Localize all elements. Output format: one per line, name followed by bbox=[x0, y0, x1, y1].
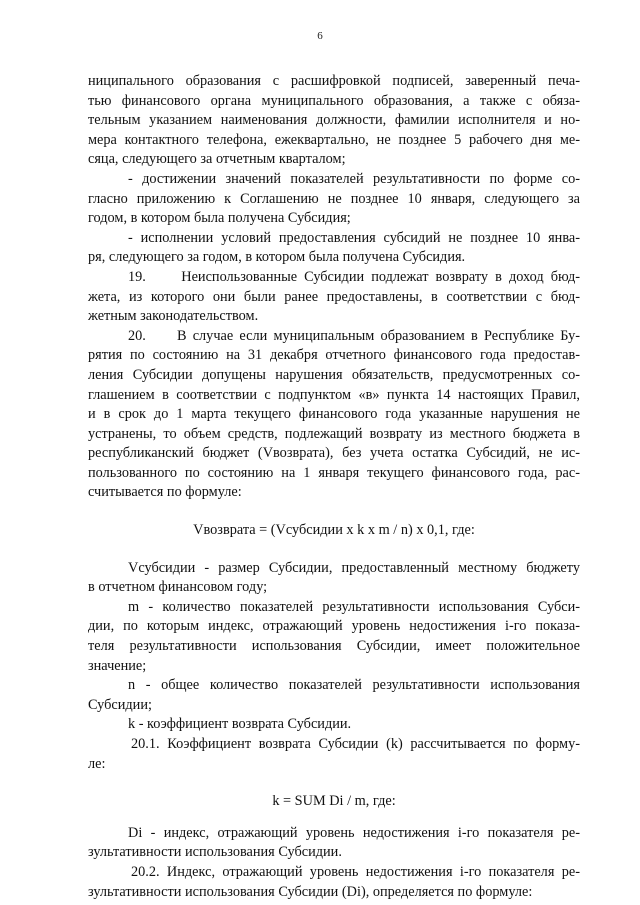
text-line: теля результативности использования Субсидии, имеет положительное bbox=[88, 638, 580, 655]
text-line: глашением в соответствии с подпунктом «в» пункта 14 настоящих Правил, bbox=[88, 386, 580, 403]
text-line: ря, следующего за годом, в котором была получена Субсидия. bbox=[88, 249, 466, 266]
text-line: зультативности использования Субсидии (Di), определяется по формуле: bbox=[88, 883, 533, 900]
text-line: - достижении значений показателей результативности по форме со- bbox=[128, 170, 580, 187]
page-number: 6 bbox=[317, 30, 323, 42]
text-line: жетным законодательством. bbox=[88, 308, 259, 325]
text-line: ниципального образования с расшифровкой подписей, заверенный печа- bbox=[88, 73, 580, 89]
text-line: 20.2. Индекс, отражающий уровень недостижения i-го показателя ре- bbox=[131, 863, 580, 880]
text-line: Vсубсидии - размер Субсидии, предоставленный местному бюджету bbox=[128, 559, 580, 576]
text-line: n - общее количество показателей результативности использования bbox=[128, 677, 580, 694]
text-line: жета, из которого они были ранее предоставлены, в соответствии с бюд- bbox=[88, 288, 580, 305]
text-line: мера контактного телефона, ежеквартально, не позднее 5 рабочего дня ме- bbox=[88, 131, 580, 148]
text-line: Субсидии; bbox=[88, 696, 152, 713]
text-line: m - количество показателей результативности использования Субси- bbox=[128, 598, 580, 615]
text-line: ле: bbox=[88, 755, 106, 772]
text-line: тью финансового органа муниципального образования, а также с обяза- bbox=[88, 92, 580, 109]
text-line: республиканский бюджет (Vвозврата), без учета остатка Субсидий, не ис- bbox=[88, 445, 580, 462]
paragraph-ispolnenii bbox=[88, 229, 580, 268]
text-line: Di - индекс, отражающий уровень недостижения i-го показателя ре- bbox=[128, 824, 580, 841]
text-line: рятия по состоянию на 31 декабря отчетного финансового года предостав- bbox=[88, 347, 580, 364]
text-line: сяца, следующего за отчетным кварталом; bbox=[88, 151, 346, 168]
text-line: 19. Неиспользованные Субсидии подлежат возврату в доход бюд- bbox=[128, 268, 580, 285]
paragraph-20 bbox=[88, 327, 580, 503]
definition-m bbox=[88, 598, 580, 676]
text-line: тельным указанием наименования должности, фамилии исполнителя и но- bbox=[88, 112, 580, 129]
paragraph-20-1 bbox=[88, 735, 580, 774]
text-line: пользованного по состоянию на 1 января текущего финансового года, рас- bbox=[88, 464, 580, 481]
formula-k: k = SUM Di / m, где: bbox=[272, 793, 396, 810]
formula-vozvrata: Vвозврата = (Vсубсидии x k x m / n) x 0,1, где: bbox=[193, 522, 475, 539]
paragraph-dostizhenii bbox=[88, 170, 580, 229]
definition-n bbox=[88, 676, 580, 715]
paragraph-19 bbox=[88, 268, 580, 327]
text-line: годом, в котором была получена Субсидия; bbox=[88, 210, 351, 227]
text-line: считывается по формуле: bbox=[88, 484, 242, 501]
text-line: в отчетном финансовом году; bbox=[88, 579, 268, 596]
text-line: ления Субсидии допущены нарушения обязательств, предусмотренных со- bbox=[88, 366, 580, 383]
text-line: устранены, то объем средств, подлежащий возврату из местного бюджета в bbox=[88, 425, 580, 442]
text-line: 20.1. Коэффициент возврата Субсидии (k) рассчитывается по форму- bbox=[131, 736, 580, 752]
definition-di bbox=[88, 824, 580, 863]
text-line: дии, по которым индекс, отражающий уровень недостижения i-го показа- bbox=[88, 618, 580, 635]
text-line: 20. В случае если муниципальным образованием в Республике Бу- bbox=[128, 327, 580, 344]
text-line: значение; bbox=[88, 657, 147, 674]
text-line: и в срок до 1 марта текущего финансового года указанные нарушения не bbox=[88, 406, 580, 423]
paragraph-intro-continuation bbox=[88, 72, 580, 170]
paragraph-20-2 bbox=[88, 863, 580, 902]
document-body bbox=[88, 72, 580, 902]
text-line: - исполнении условий предоставления субсидий не позднее 10 янва- bbox=[128, 229, 580, 246]
definition-k bbox=[88, 715, 580, 735]
text-line: гласно приложению к Соглашению не позднее 10 января, следующего за bbox=[88, 190, 580, 207]
definition-vsubsidii bbox=[88, 559, 580, 598]
text-line: k - коэффициент возврата Субсидии. bbox=[128, 716, 352, 733]
text-line: зультативности использования Субсидии. bbox=[88, 844, 342, 861]
